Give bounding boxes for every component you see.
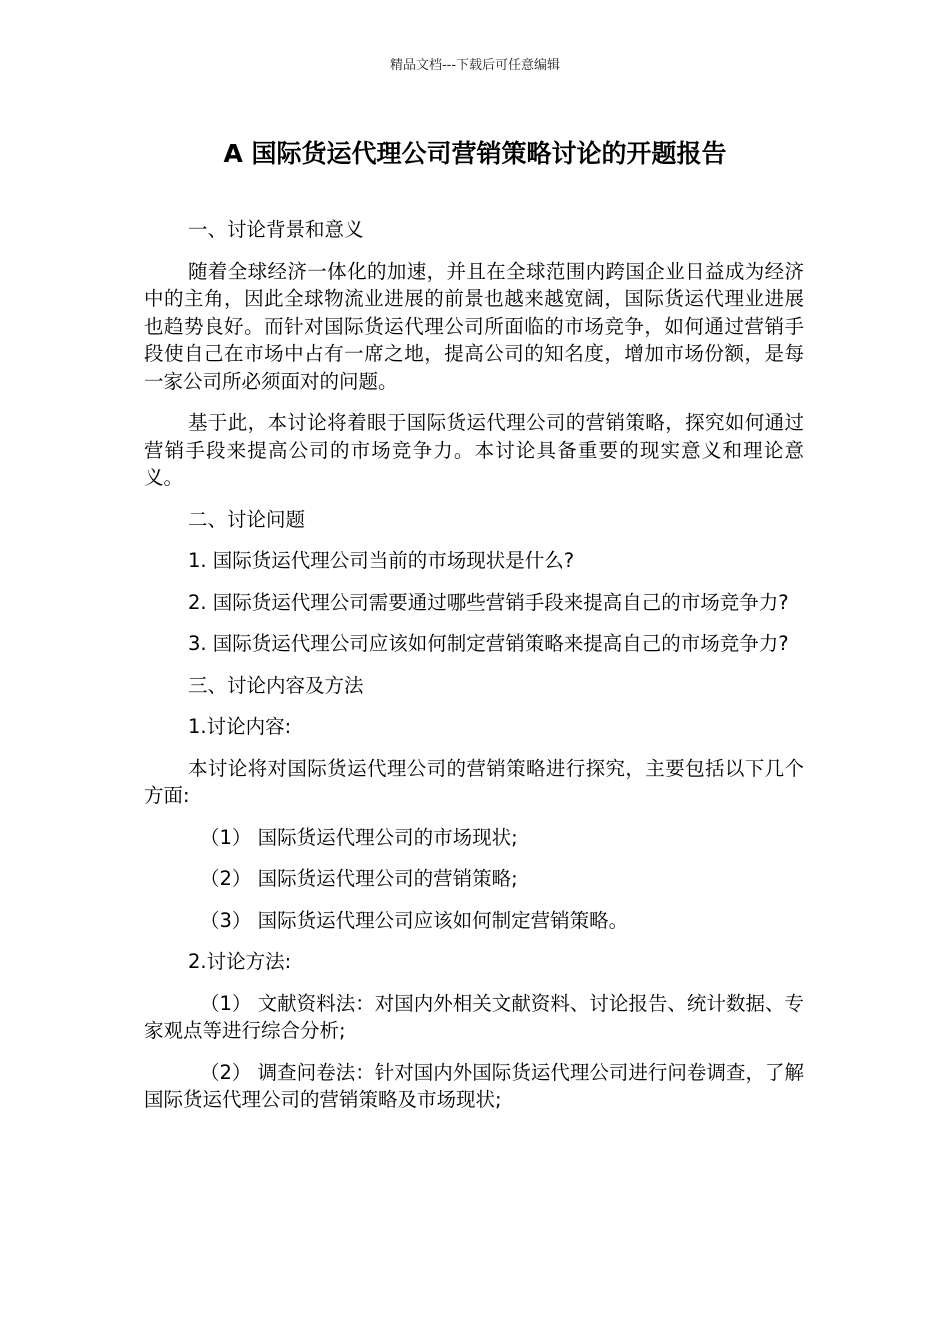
method-list-item-1: （1） 文献资料法：对国内外相关文献资料、讨论报告、统计数据、专家观点等进行综合分析;: [144, 991, 804, 1042]
paragraph-significance: 基于此，本讨论将着眼于国际货运代理公司的营销策略，探究如何通过营销手段来提高公司的市场竞争力。本讨论具备重要的现实意义和理论意义。: [144, 411, 804, 489]
document-title: A 国际货运代理公司营销策略讨论的开题报告: [223, 139, 727, 168]
method-list-item-2: （2） 调查问卷法：针对国内外国际货运代理公司进行问卷调查，了解国际货运代理公司的营销策略及市场现状;: [144, 1060, 804, 1111]
subheading-content: 1.讨论内容:: [188, 715, 292, 738]
paragraph-content-intro: 本讨论将对国际货运代理公司的营销策略进行探究，主要包括以下几个方面:: [144, 756, 804, 807]
question-item-3: 3. 国际货运代理公司应该如何制定营销策略来提高自己的市场竞争力?: [188, 632, 789, 655]
content-list-item-3: （3） 国际货运代理公司应该如何制定营销策略。: [200, 908, 629, 932]
content-list-item-2: （2） 国际货运代理公司的营销策略;: [200, 867, 518, 890]
section-heading-background: 一、讨论背景和意义: [188, 218, 364, 241]
document-body: [144, 216, 804, 1128]
header-note: 精品文档---下载后可任意编辑: [389, 58, 561, 73]
paragraph-background: 随着全球经济一体化的加速，并且在全球范围内跨国企业日益成为经济中的主角，因此全球物流业进展的前景也越来越宽阔，国际货运代理业进展也趋势良好。而针对国际货运代理公司所面临的市场竞争，如何通过营销手段使自己在市场中占有一席之地，提高公司的知名度，增加市场份额，是每一家公司所必须面对的问题。: [144, 259, 804, 393]
content-list-item-1: （1） 国际货运代理公司的市场现状;: [200, 825, 518, 849]
section-heading-content-methods: 三、讨论内容及方法: [188, 673, 364, 697]
subheading-methods: 2.讨论方法:: [188, 950, 292, 973]
question-item-2: 2. 国际货运代理公司需要通过哪些营销手段来提高自己的市场竞争力?: [188, 590, 789, 614]
section-heading-questions: 二、讨论问题: [188, 507, 306, 531]
question-item-1: 1. 国际货运代理公司当前的市场现状是什么?: [188, 549, 575, 572]
